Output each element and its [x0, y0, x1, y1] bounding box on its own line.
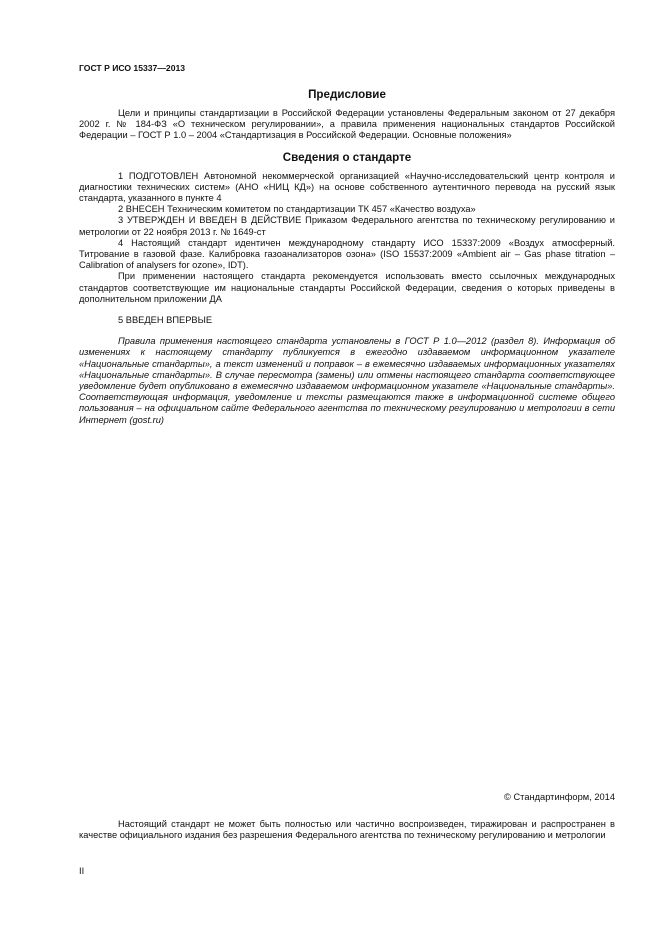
document-body — [79, 86, 615, 426]
preface-title: Предисловие — [308, 88, 386, 101]
document-id: ГОСТ Р ИСО 15337—2013 — [79, 63, 186, 73]
preface-text: Цели и принципы стандартизации в Российской Федерации установлены Федеральным законом от 27 декабря 2002 г. № 184-ФЗ «О техническом регулировании», а правила применения национальных стандартов Российской Федерации – ГОСТ Р 1.0 – 2004 «Стандартизация в Российской Федерации. Основные положения» — [79, 108, 615, 141]
reproduction-notice-text: Настоящий стандарт не может быть полностью или частично воспроизведен, тиражирован и распространен в качестве официального издания без разрешения Федерального агентства по техническому регулированию и метрологии — [79, 819, 615, 841]
info-item-5: 5 ВВЕДЕН ВПЕРВЫЕ — [118, 315, 213, 326]
copyright: © Стандартинформ, 2014 — [504, 792, 615, 802]
application-rules-text: Правила применения настоящего стандарта установлены в ГОСТ Р 1.0—2012 (раздел 8). Информация об изменениях к настоящему стандарту публикуется в ежегодно издаваемом информационном указателе «Национальные стандарты», а текст изменений и поправок – в ежемесячно издаваемых информационных указателях «Национальные стандарты». В случае пересмотра (замены) или отмены настоящего стандарта соответствующее уведомление будет опубликовано в ежемесячно издаваемом информационном указателе «Национальные стандарты». Соответствующая информация, уведомление и тексты размещаются также в информационной системе общего пользования – на официальном сайте Федерального агентства по техническому регулированию и метрологии в сети Интернет (gost.ru) — [79, 336, 615, 425]
info-item-3: 3 УТВЕРЖДЕН И ВВЕДЕН В ДЕЙСТВИЕ Приказом Федерального агентства по техническому регулированию и метрологии от 22 ноября 2013 г. № 1649-ст — [79, 215, 615, 237]
info-title: Сведения о стандарте — [282, 150, 412, 164]
info-item-1: 1 ПОДГОТОВЛЕН Автономной некоммерческой организацией «Научно-исследовательский центр контроля и диагностики технических систем» (АНО «НИЦ КД») на основе собственного аутентичного перевода на русский язык стандарта, указанного в пункте 4 — [79, 170, 615, 204]
info-item-4: 4 Настоящий стандарт идентичен международному стандарту ИСО 15337:2009 «Воздух атмосферный. Титрование в газовой фазе. Калибровка газоанализаторов озона» (ISO 15537:2009 «Ambient air – Gas phase titration – Calibration of analysers for ozone», IDT). — [79, 237, 615, 271]
page-number: II — [79, 866, 85, 876]
reproduction-notice — [79, 819, 615, 841]
info-item-2: 2 ВНЕСЕН Техническим комитетом по стандартизации ТК 457 «Качество воздуха» — [118, 204, 476, 215]
info-item-4-note: При применении настоящего стандарта рекомендуется использовать вместо ссылочных международных стандартов соответствующие им национальные стандарты Российской Федерации, сведения о которых приведены в дополнительном приложении ДА — [79, 271, 615, 304]
